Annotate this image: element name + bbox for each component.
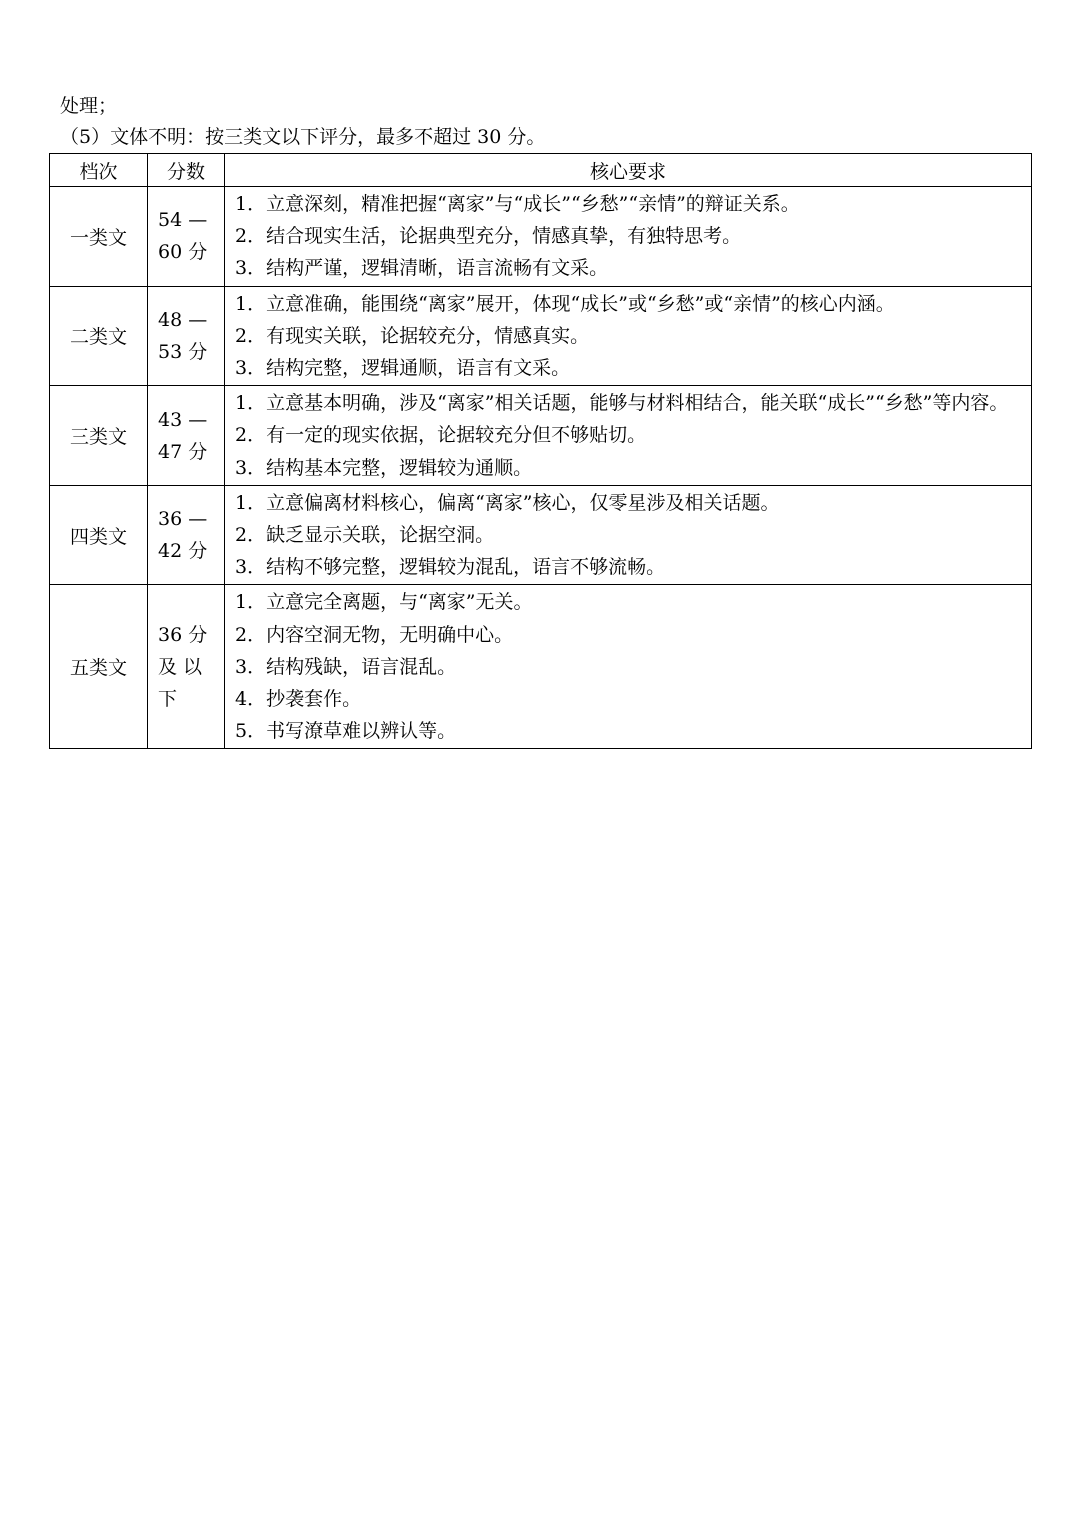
- table-row: [50, 485, 1032, 585]
- intro-line-2: （5）文体不明：按三类文以下评分，最多不超过 30 分。: [60, 126, 546, 148]
- table-row: [50, 187, 1032, 287]
- table-row: [50, 585, 1032, 749]
- requirement-item: 2．缺乏显示关联，论据空洞。: [235, 524, 495, 547]
- score-line: 及 以: [158, 655, 203, 678]
- score-line: 48 —: [158, 308, 208, 331]
- requirement-item: 1．立意完全离题，与“离家”无关。: [235, 591, 533, 614]
- score-cell: [148, 386, 225, 486]
- requirement-item: 2．结合现实生活，论据典型充分，情感真挚，有独特思考。: [235, 225, 742, 248]
- table-row: [50, 386, 1032, 486]
- requirement-item: 5．书写潦草难以辨认等。: [235, 720, 457, 743]
- requirement-item: 1．立意准确，能围绕“离家”展开，体现“成长”或“乡愁”或“亲情”的核心内涵。: [235, 292, 895, 315]
- requirements-cell: [225, 485, 1032, 585]
- grade-cell: 二类文: [50, 286, 148, 386]
- grade-cell: 四类文: [50, 485, 148, 585]
- score-cell: [148, 187, 225, 287]
- score-line: 42 分: [158, 540, 208, 563]
- requirement-item: 1．立意基本明确，涉及“离家”相关话题，能够与材料相结合，能关联“成长”“乡愁”等内容。: [235, 392, 1009, 415]
- header-score: 分数: [148, 154, 225, 187]
- score-cell: [148, 485, 225, 585]
- requirement-item: 3．结构基本完整，逻辑较为通顺。: [235, 456, 533, 479]
- score-line: 47 分: [158, 440, 208, 463]
- requirement-item: 3．结构不够完整，逻辑较为混乱，语言不够流畅。: [235, 556, 666, 579]
- header-grade: 档次: [50, 154, 148, 187]
- header-requirements: 核心要求: [225, 154, 1032, 187]
- score-line: 36 分: [158, 623, 208, 646]
- table-row: [50, 286, 1032, 386]
- score-line: 下: [158, 687, 178, 710]
- requirement-item: 2．有现实关联，论据较充分，情感真实。: [235, 324, 590, 347]
- requirement-item: 2．有一定的现实依据，论据较充分但不够贴切。: [235, 424, 647, 447]
- score-line: 54 —: [158, 209, 208, 232]
- score-line: 60 分: [158, 241, 208, 264]
- requirement-item: 2．内容空洞无物，无明确中心。: [235, 623, 514, 646]
- grade-cell: 三类文: [50, 386, 148, 486]
- requirement-item: 3．结构完整，逻辑通顺，语言有文采。: [235, 357, 571, 380]
- grade-cell: 一类文: [50, 187, 148, 287]
- table-header-row: [50, 154, 1032, 187]
- requirement-item: 4．抄袭套作。: [235, 688, 362, 711]
- requirements-cell: [225, 386, 1032, 486]
- requirement-item: 1．立意深刻，精准把握“离家”与“成长”“乡愁”“亲情”的辩证关系。: [235, 193, 800, 215]
- intro-line-1: 处理；: [60, 95, 118, 117]
- score-cell: [148, 585, 225, 749]
- score-cell: [148, 286, 225, 386]
- requirement-item: 3．结构残缺，语言混乱。: [235, 655, 457, 678]
- requirement-item: 3．结构严谨，逻辑清晰，语言流畅有文采。: [235, 257, 609, 280]
- score-line: 53 分: [158, 340, 208, 363]
- score-line: 36 —: [158, 508, 208, 531]
- score-line: 43 —: [158, 408, 208, 431]
- requirements-cell: [225, 585, 1032, 749]
- requirements-cell: [225, 286, 1032, 386]
- grade-cell: 五类文: [50, 585, 148, 749]
- grading-rubric-table: [49, 153, 1032, 749]
- requirement-item: 1．立意偏离材料核心，偏离“离家”核心，仅零星涉及相关话题。: [235, 491, 780, 514]
- requirements-cell: [225, 187, 1032, 287]
